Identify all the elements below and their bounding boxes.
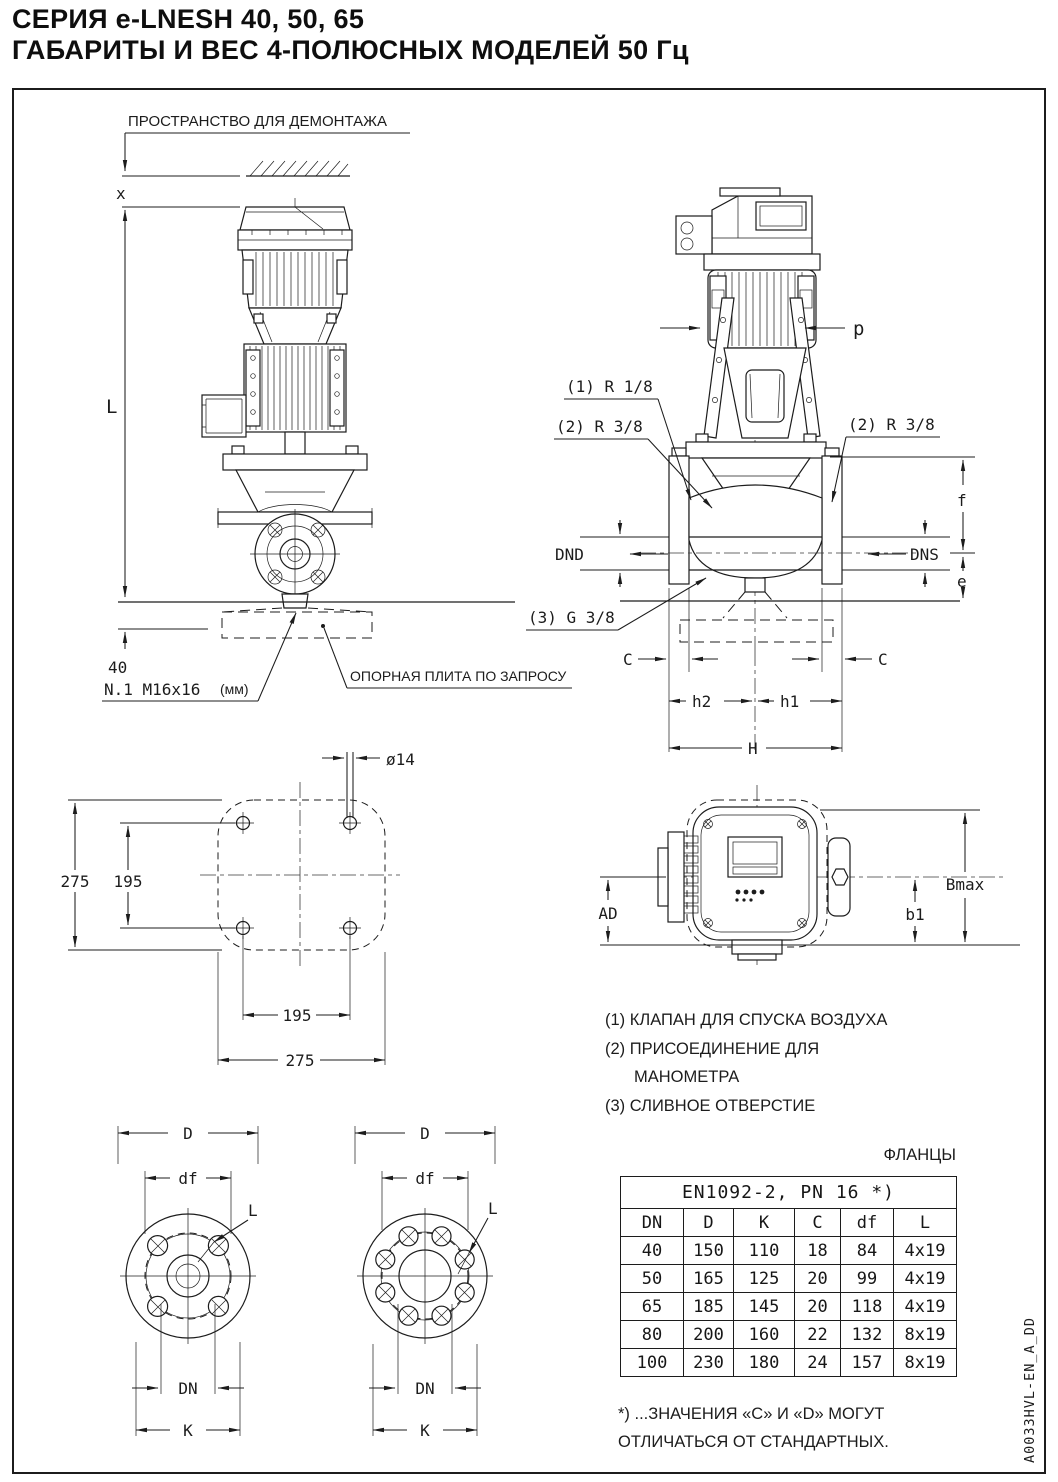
- dim-v195-group: [114, 823, 235, 928]
- dnd-label: DND: [555, 545, 584, 564]
- dim-L-callout-group: [458, 1199, 498, 1274]
- baseplate-group: [108, 602, 515, 677]
- dim-40-label: 40: [108, 658, 128, 677]
- table-cell: 24: [795, 1349, 841, 1377]
- dnd-group: [555, 520, 669, 587]
- dim-h1-label: h1: [780, 692, 800, 711]
- terminal-box: [202, 395, 246, 437]
- dim-hole-dia-group: [322, 750, 415, 818]
- flange-table: [620, 1176, 957, 1377]
- col-header-df: df: [841, 1209, 894, 1237]
- dim-v195-label: 195: [113, 872, 143, 891]
- col-header-d: D: [684, 1209, 734, 1237]
- top-view-art: [658, 800, 850, 960]
- table-cell: 100: [621, 1349, 684, 1377]
- table-cell: 145: [734, 1293, 795, 1321]
- col-header-k: K: [734, 1209, 795, 1237]
- dim-h275-label: 275: [285, 1051, 315, 1070]
- pump-side-art: [640, 434, 920, 642]
- dim-DN-label: DN: [178, 1379, 198, 1398]
- dns-group: [842, 520, 950, 587]
- flange-art: [357, 1208, 493, 1344]
- table-cell: 110: [734, 1237, 795, 1265]
- table-cell: 118: [841, 1293, 894, 1321]
- callout-2-right-label: (2) R 3/8: [848, 415, 935, 434]
- flange-table-spec: EN1092-2, PN 16 *): [621, 1177, 957, 1209]
- dim-K-label: K: [420, 1421, 430, 1440]
- demount-space-group: [116, 113, 410, 207]
- table-cell: 185: [684, 1293, 734, 1321]
- baseplate-plan-drawing: [50, 740, 440, 1080]
- dim-D-group: [118, 1124, 258, 1164]
- dim-H-group: [669, 739, 842, 758]
- page-title-line2: ГАБАРИТЫ И ВЕС 4-ПОЛЮСНЫХ МОДЕЛЕЙ 50 Гц: [12, 35, 689, 65]
- dim-f-label: f: [957, 491, 967, 510]
- table-cell: 65: [621, 1293, 684, 1321]
- col-header-c: C: [795, 1209, 841, 1237]
- side-view-drawing: [520, 180, 1040, 780]
- dim-D-group: [355, 1124, 495, 1164]
- note-3: (3) СЛИВНОЕ ОТВЕРСТИЕ: [605, 1096, 816, 1115]
- table-row: [621, 1265, 957, 1293]
- front-view-drawing: [60, 100, 600, 715]
- dim-L-label: L: [106, 396, 118, 418]
- table-cell: 4x19: [894, 1265, 957, 1293]
- plate-centerlines: [200, 782, 400, 968]
- table-cell: 160: [734, 1321, 795, 1349]
- dim-h2-h1-group: [669, 692, 842, 711]
- demount-space-label: ПРОСТРАНСТВО ДЛЯ ДЕМОНТАЖА: [128, 113, 387, 130]
- drive-unit-art: [676, 188, 812, 254]
- table-cell: 4x19: [894, 1237, 957, 1265]
- table-cell: 165: [684, 1265, 734, 1293]
- table-cell: 180: [734, 1349, 795, 1377]
- dim-b1-group: [905, 880, 924, 942]
- table-cell: 8x19: [894, 1321, 957, 1349]
- table-cell: 200: [684, 1321, 734, 1349]
- dim-b1-label: b1: [905, 905, 925, 924]
- motor-side-art: [704, 254, 820, 438]
- flanges-section-title: ФЛАНЦЫ: [883, 1146, 956, 1164]
- top-view-drawing: [580, 780, 1045, 970]
- dim-h2-label: h2: [692, 692, 712, 711]
- dim-H-label: H: [748, 739, 758, 758]
- dim-f-e-group: [830, 457, 975, 601]
- note-2-line2: МАНОМЕТРА: [634, 1068, 740, 1086]
- callout-3-label: (3) G 3/8: [528, 608, 615, 627]
- dim-h195-group: [243, 936, 350, 1025]
- document-code: A0033HVL-EN_A_DD: [1022, 1316, 1038, 1463]
- table-row: [621, 1321, 957, 1349]
- dim-p-label: p: [853, 318, 865, 340]
- table-cell: 50: [621, 1265, 684, 1293]
- table-cell: 4x19: [894, 1293, 957, 1321]
- dim-h195-label: 195: [282, 1006, 312, 1025]
- dns-label: DNS: [910, 545, 939, 564]
- support-plate-label: ОПОРНАЯ ПЛИТА ПО ЗАПРОСУ: [350, 668, 567, 684]
- stud-label: N.1 M16x16: [104, 680, 201, 699]
- callout-1-label: (1) R 1/8: [566, 377, 653, 396]
- table-cell: 40: [621, 1237, 684, 1265]
- dim-hole-dia-label: ø14: [386, 750, 415, 769]
- note-2-line1: (2) ПРИСОЕДИНЕНИЕ ДЛЯ: [605, 1039, 820, 1058]
- table-cell: 150: [684, 1237, 734, 1265]
- dim-v275-label: 275: [60, 872, 90, 891]
- dim-x-label: x: [116, 184, 126, 203]
- table-cell: 80: [621, 1321, 684, 1349]
- flange-8hole-drawing: [330, 1112, 540, 1472]
- dim-df-label: df: [178, 1169, 198, 1188]
- table-cell: 8x19: [894, 1349, 957, 1377]
- table-cell: 20: [795, 1265, 841, 1293]
- stud-callout-group: [102, 613, 296, 701]
- dim-L-callout-group: [198, 1201, 258, 1262]
- table-cell: 157: [841, 1349, 894, 1377]
- dim-ad-label: AD: [598, 904, 618, 923]
- dim-K-label: K: [183, 1421, 193, 1440]
- dim-df-label: df: [415, 1169, 435, 1188]
- notes-list: [605, 1006, 887, 1120]
- dim-D-label: D: [420, 1124, 430, 1143]
- flange-4hole-drawing: [88, 1112, 288, 1472]
- table-row: [621, 1293, 957, 1321]
- col-header-l: L: [894, 1209, 957, 1237]
- table-footnote: [618, 1400, 889, 1456]
- pump-front-art: [202, 198, 372, 610]
- note-1: (1) КЛАПАН ДЛЯ СПУСКА ВОЗДУХА: [605, 1011, 888, 1029]
- dim-c-right-label: C: [878, 650, 888, 669]
- dim-L-group: [106, 210, 125, 597]
- footnote-line2: ОТЛИЧАТЬСЯ ОТ СТАНДАРТНЫХ.: [618, 1433, 889, 1451]
- dim-bmax-label: Bmax: [945, 875, 985, 894]
- dim-c-left-label: C: [623, 650, 633, 669]
- page-title-line1: СЕРИЯ e-LNESH 40, 50, 65: [12, 4, 365, 34]
- table-cell: 84: [841, 1237, 894, 1265]
- stud-unit-label: (мм): [220, 681, 249, 697]
- table-row: [621, 1349, 957, 1377]
- table-cell: 22: [795, 1321, 841, 1349]
- dim-e-label: e: [957, 572, 967, 591]
- plate-holes: [232, 812, 361, 939]
- callout-2-left-label: (2) R 3/8: [556, 417, 643, 436]
- flange-table-header-row: [621, 1209, 957, 1237]
- footnote-line1: *) ...ЗНАЧЕНИЯ «C» И «D» МОГУТ: [618, 1405, 885, 1423]
- dim-D-label: D: [183, 1124, 193, 1143]
- table-cell: 230: [684, 1349, 734, 1377]
- table-cell: 132: [841, 1321, 894, 1349]
- table-cell: 18: [795, 1237, 841, 1265]
- col-header-dn: DN: [621, 1209, 684, 1237]
- table-cell: 125: [734, 1265, 795, 1293]
- page-title: [12, 4, 689, 66]
- table-row: [621, 1237, 957, 1265]
- table-cell: 99: [841, 1265, 894, 1293]
- dim-DN-label: DN: [415, 1379, 435, 1398]
- table-cell: 20: [795, 1293, 841, 1321]
- dim-L-hole-label: L: [488, 1199, 498, 1218]
- dim-L-hole-label: L: [248, 1201, 258, 1220]
